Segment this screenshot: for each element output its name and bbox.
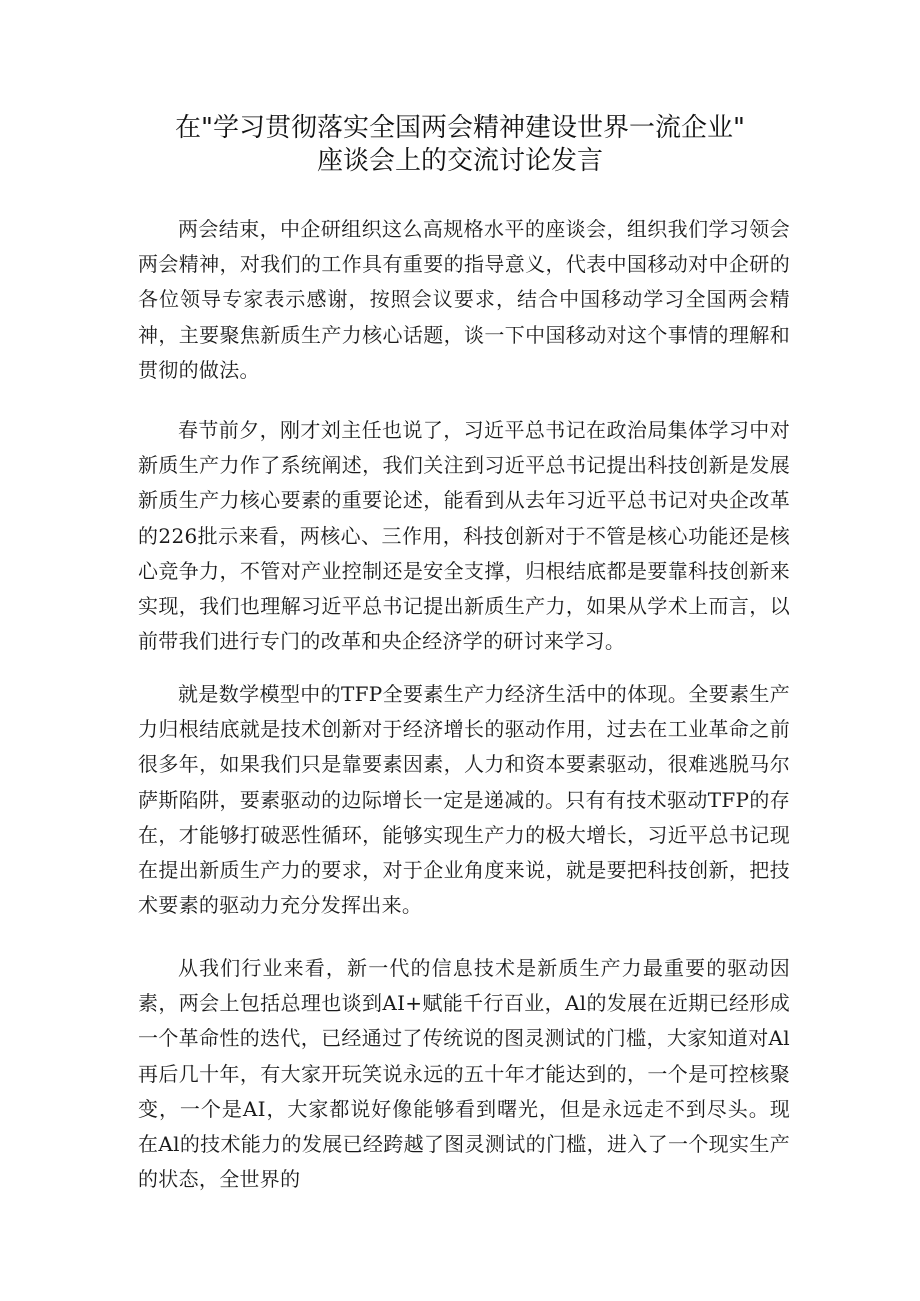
document-title-line-2: 座谈会上的交流讨论发言 <box>316 146 603 176</box>
body-paragraph-4: 从我们行业来看，新一代的信息技术是新质生产力最重要的驱动因素，两会上包括总理也谈到AI+赋能千行百业，Al的发展在近期已经形成一个革命性的迭代，已经通过了传统说的图灵测试的门槛，大家知道对Al再后几十年，有大家开玩笑说永远的五十年才能达到的，一个是可控核聚变，一个是AI，大家都说好像能够看到曙光，但是永远走不到尽头。现在Al的技术能力的发展已经跨越了图灵测试的门槛，进入了一个现实生产的状态，全世界的 <box>138 956 790 1192</box>
body-paragraph-2: 春节前夕，刚才刘主任也说了，习近平总书记在政治局集体学习中对新质生产力作了系统阐述，我们关注到习近平总书记提出科技创新是发展新质生产力核心要素的重要论述，能看到从去年习近平总书记对央企改革的226批示来看，两核心、三作用，科技创新对于不管是核心功能还是核心竞争力，不管对产业控制还是安全支撑，归根结底都是要靠科技创新来实现，我们也理解习近平总书记提出新质生产力，如果从学术上而言，以前带我们进行专门的改革和央企经济学的研讨来学习。 <box>138 418 790 654</box>
body-paragraph-1: 两会结束，中企研组织这么高规格水平的座谈会，组织我们学习领会两会精神，对我们的工作具有重要的指导意义，代表中国移动对中企研的各位领导专家表示感谢，按照会议要求，结合中国移动学习全国两会精神，主要聚焦新质生产力核心话题，谈一下中国移动对这个事情的理解和贯彻的做法。 <box>138 217 790 382</box>
document-title-line-1: 在"学习贯彻落实全国两会精神建设世界一流企业" <box>175 113 745 143</box>
body-paragraph-3: 就是数学模型中的TFP全要素生产力经济生活中的体现。全要素生产力归根结底就是技术创新对于经济增长的驱动作用，过去在工业革命之前很多年，如果我们只是靠要素因素，人力和资本要素驱动，很难逃脱马尔萨斯陷阱，要素驱动的边际增长一定是递减的。只有有技术驱动TFP的存在，才能够打破恶性循环，能够实现生产力的极大增长，习近平总书记现在提出新质生产力的要求，对于企业角度来说，就是要把科技创新，把技术要素的驱动力充分发挥出来。 <box>138 682 790 918</box>
